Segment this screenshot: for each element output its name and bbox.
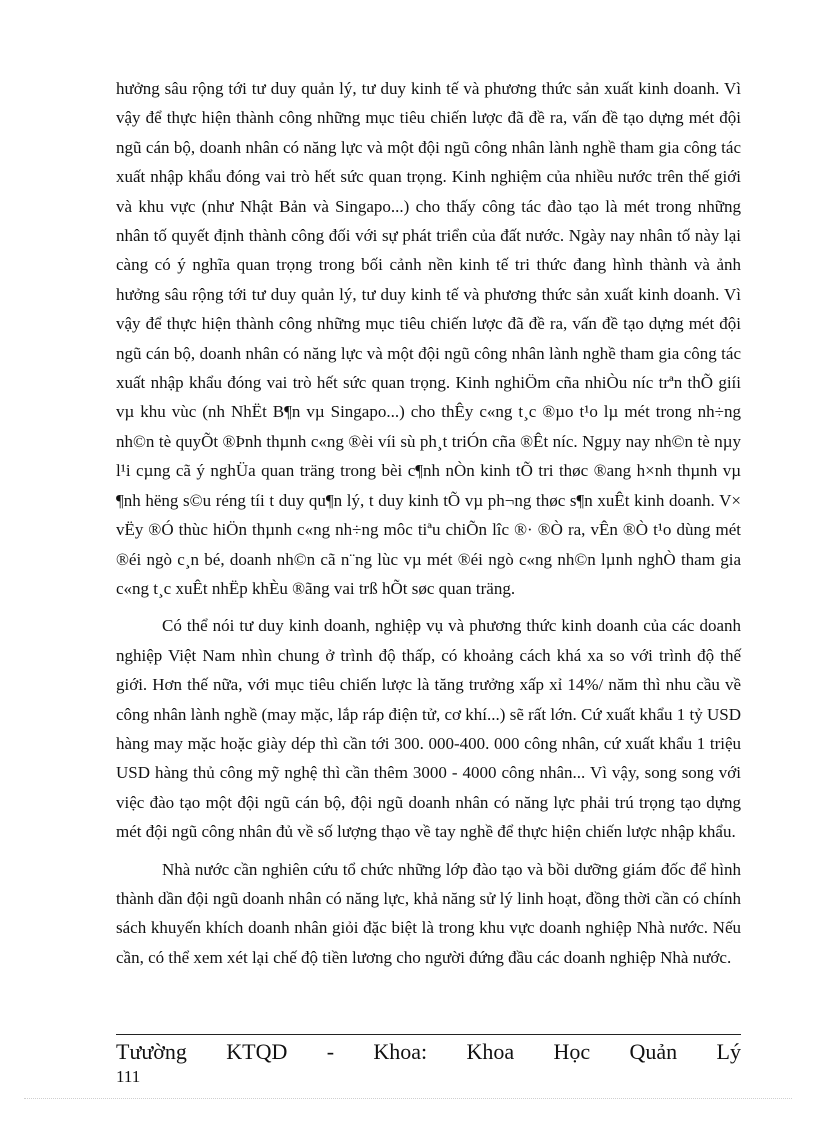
footer-divider	[116, 1034, 741, 1035]
paragraph-1: hưởng sâu rộng tới tư duy quản lý, tư duy kinh tế và phương thức sản xuất kinh doanh. Vì vậy để thực hiện thành công những mục tiêu chiến lược đã đề ra, vấn đề tạo dựng mét đội ngũ cán bộ, doanh nhân có năng lực và một đội ngũ công nhân lành nghề tham gia công tác xuất nhập khẩu đóng vai trò hết sức quan trọng. Kinh nghiệm của nhiều nước trên thế giới và khu vực (như Nhật Bản và Singapo...) cho thấy công tác đào tạo là mét trong những nhân tố quyết định thành công đối với sự phát triển của đất nước. Ngày nay nhân tố này lại càng có ý nghĩa quan trọng trong bối cảnh nền kinh tế tri thức đang hình thành và ảnh hưởng sâu rộng tới tư duy quản lý, tư duy kinh tế và phương thức sản xuất kinh doanh. Vì vậy để thực hiện thành công những mục tiêu chiến lược đã đề ra, vấn đề tạo dựng mét đội ngũ cán bộ, doanh nhân có năng lực và một đội ngũ công nhân lành nghề tham gia công tác xuất nhập khẩu đóng vai trò hết sức quan trọng. Kinh nghiÖm cña nhiÒu níc trªn thÕ giíi vµ khu vùc (nh NhËt B¶n vµ Singapo...) cho thÊy c«ng t¸c ®µo t¹o lµ mét trong nh÷ng nh©n tè quyÕt ®Þnh thµnh c«ng ®èi víi sù ph¸t triÓn cña ®Êt níc. Ngµy nay nh©n tè nµy l¹i cµng cã ý nghÜa quan träng trong bèi c¶nh nÒn kinh tÕ tri thøc ®ang h×nh thµnh vµ ¶nh hëng s©u réng tíi t duy qu¶n lý, t duy kinh tÕ vµ ph¬ng thøc s¶n xuÊt kinh doanh. V× vËy ®Ó thùc hiÖn thµnh c«ng nh÷ng môc tiªu chiÕn lîc ®· ®Ò ra, vÊn ®Ò t¹o dùng mét ®éi ngò c¸n bé, doanh nh©n cã n¨ng lùc vµ mét ®éi ngò c«ng nh©n lµnh nghÒ tham gia c«ng t¸c xuÊt nhËp khÈu ®ãng vai trß hÕt søc quan träng.	[116, 79, 741, 598]
footer-word: -	[326, 1039, 335, 1064]
footer-word: Tưường	[116, 1039, 187, 1064]
footer-word: Lý	[716, 1039, 741, 1064]
body-text	[116, 74, 741, 972]
footer-word: KTQD	[226, 1039, 288, 1064]
footer-word: Học	[553, 1039, 591, 1064]
paragraph-2: Có thể nói tư duy kinh doanh, nghiệp vụ và phương thức kinh doanh của các doanh nghiệp Việt Nam nhìn chung ở trình độ thấp, có khoảng cách khá xa so với trình độ thế giới. Hơn thế nữa, với mục tiêu chiến lược là tăng trưởng xấp xỉ 14%/ năm thì nhu cầu về công nhân lành nghề (may mặc, lắp ráp điện tử, cơ khí...) sẽ rất lớn. Cứ xuất khẩu 1 tỷ USD hàng may mặc hoặc giày dép thì cần tới 300. 000-400. 000 công nhân, cứ xuất khẩu 1 triệu USD hàng thủ công mỹ nghệ thì cần thêm 3000 - 4000 công nhân... Vì vậy, song song với việc đào tạo một đội ngũ cán bộ, đội ngũ doanh nhân có năng lực phải trú trọng tạo dựng mét đội ngũ công nhân đủ về số lượng thạo về tay nghề để thực hiện chiến lược nhập khẩu.	[116, 616, 741, 842]
footer-title	[116, 1038, 741, 1066]
footer-word: Khoa:	[373, 1039, 428, 1064]
footer-word: Quản	[629, 1039, 678, 1064]
paragraph-3: Nhà nước cần nghiên cứu tổ chức những lớp đào tạo và bồi dưỡng giám đốc để hình thành dần đội ngũ doanh nhân có năng lực, khả năng sử lý linh hoạt, đồng thời cần có chính sách khuyến khích doanh nhân giỏi đặc biệt là trong khu vực doanh nghiệp Nhà nước. Nếu cần, có thể xem xét lại chế độ tiền lương cho người đứng đầu các doanh nghiệp Nhà nước.	[116, 859, 741, 967]
footer-word: Khoa	[466, 1039, 515, 1064]
page-edge-divider	[24, 1098, 792, 1099]
page-number: 111	[116, 1067, 141, 1086]
